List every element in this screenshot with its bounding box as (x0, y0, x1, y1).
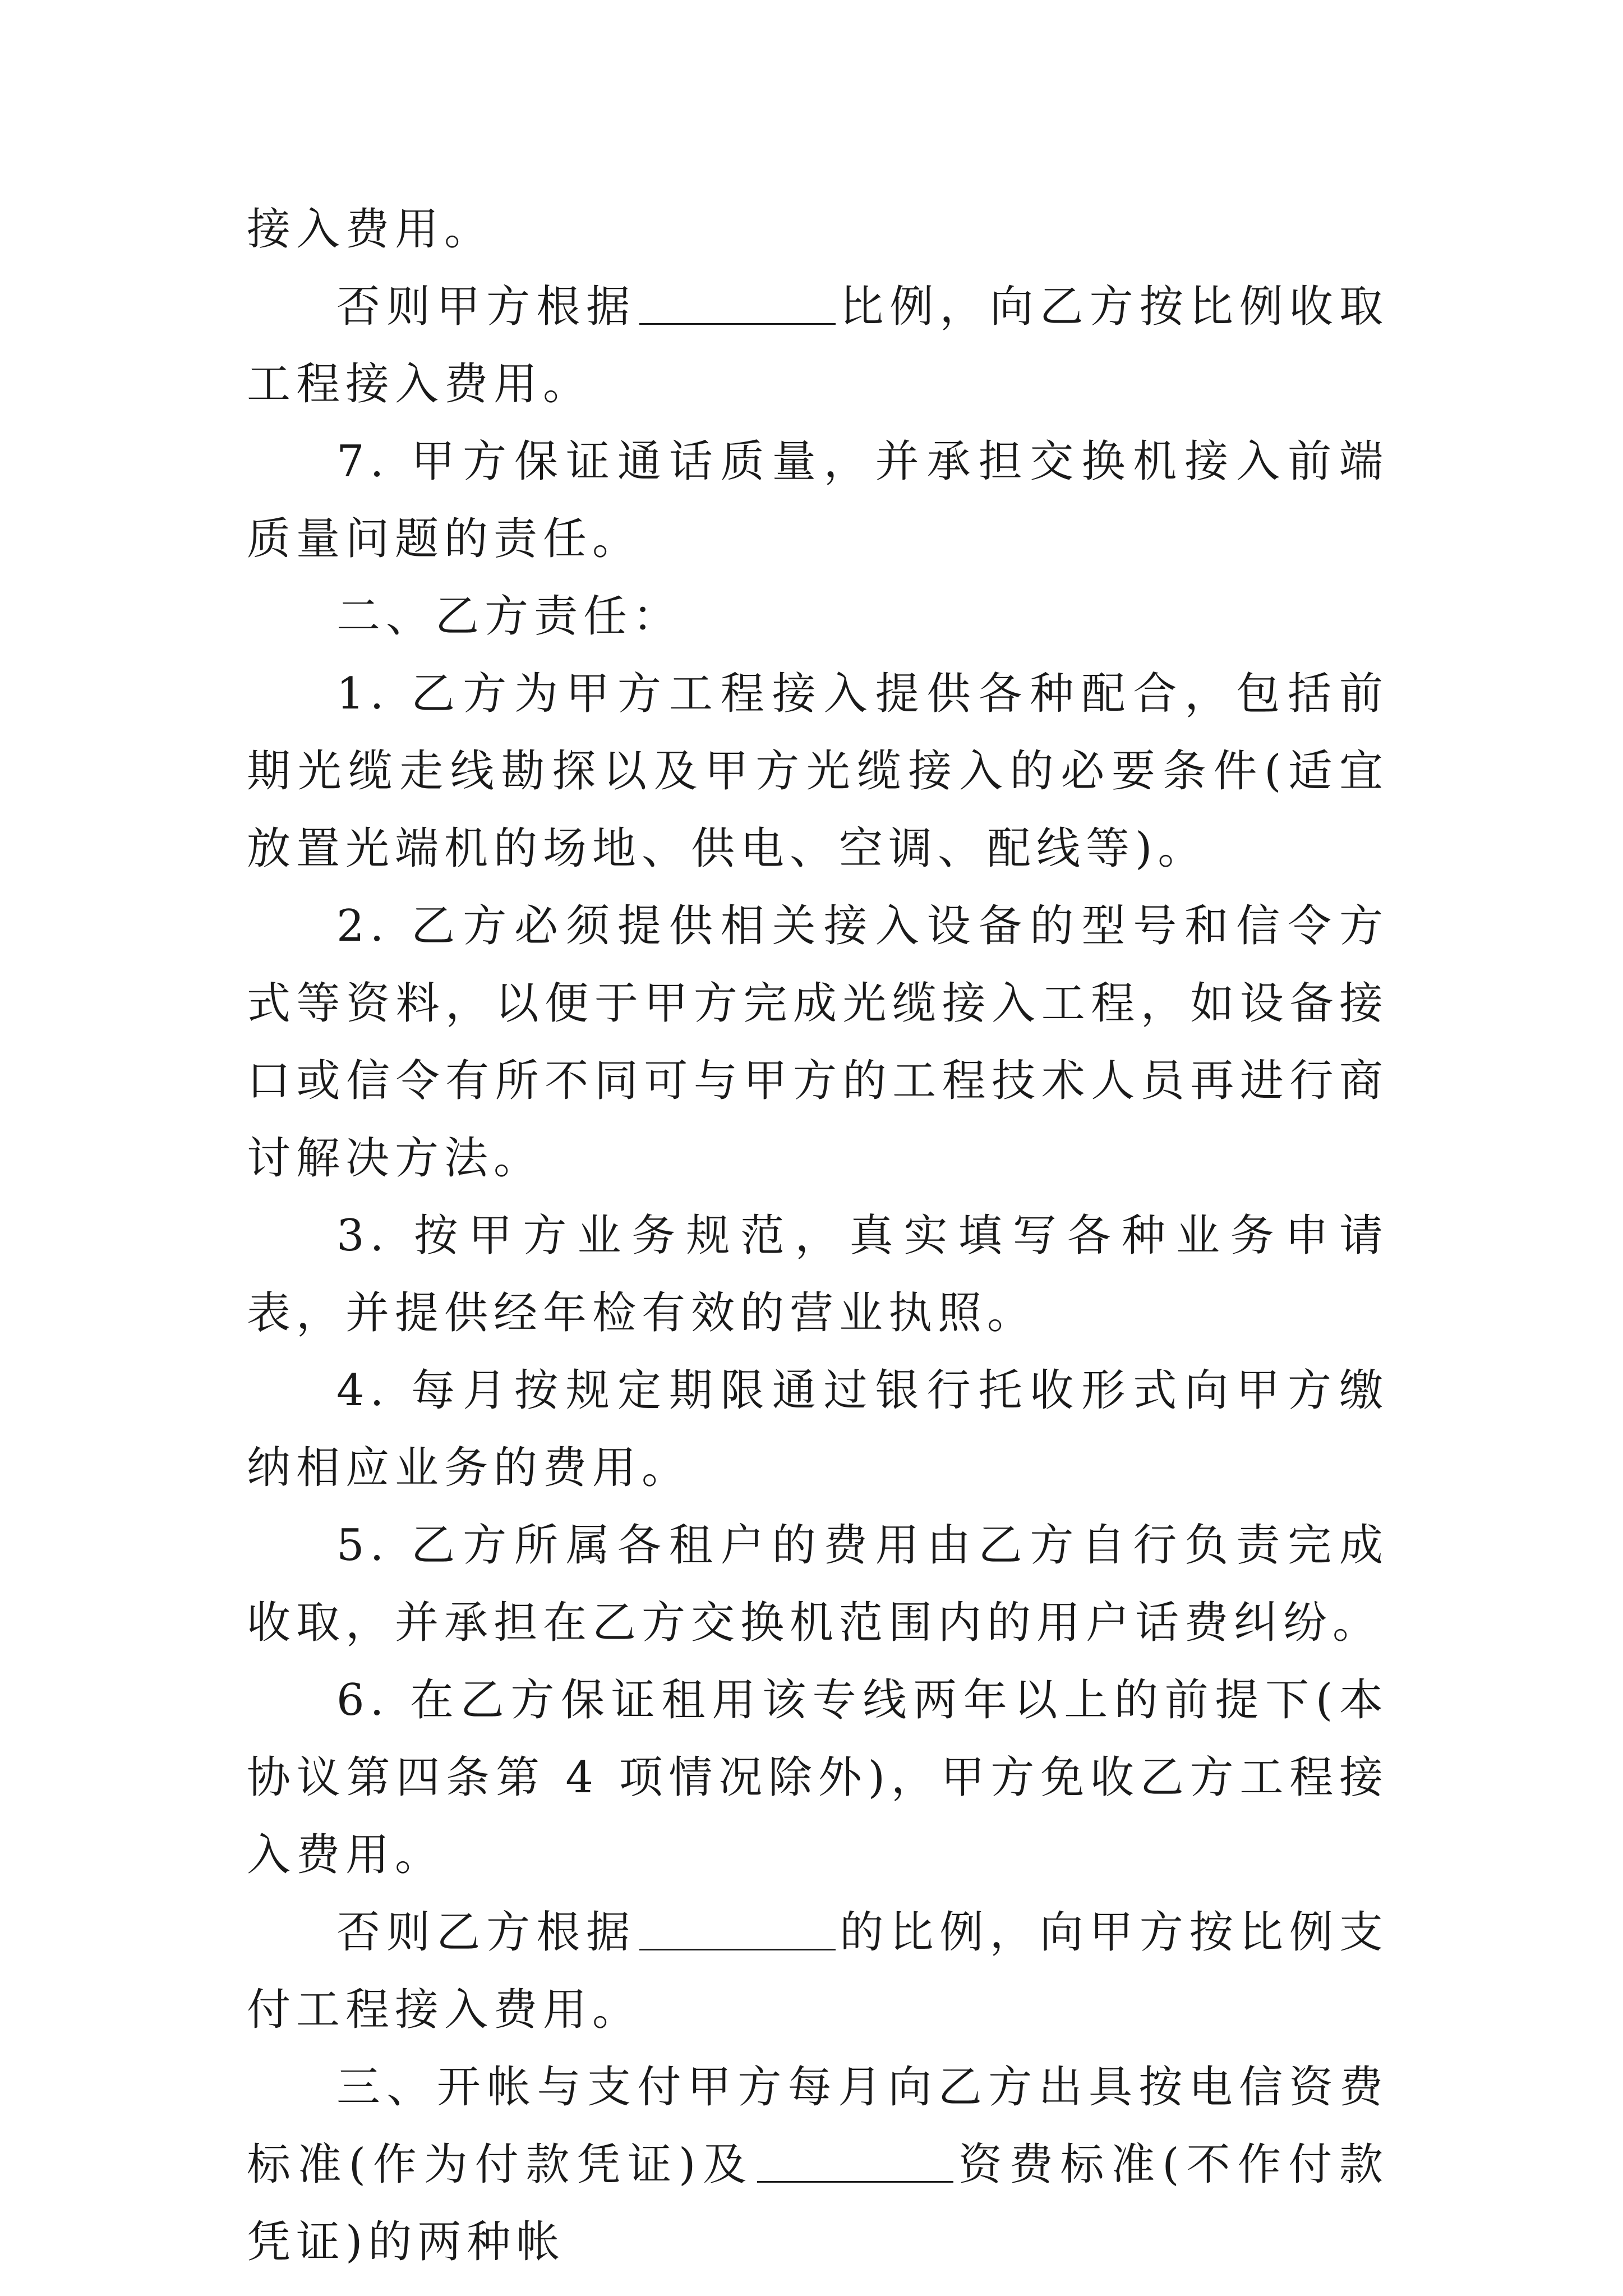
paragraph-b-item-6 (247, 1662, 1389, 1894)
fill-in-blank (639, 279, 836, 325)
paragraph-text: 的比例，向甲方按比例支付工程接入费用。 (247, 1907, 1389, 2035)
paragraph-text: 5. 乙方所属各租户的费用由乙方自行负责完成收取，并承担在乙方交换机范围内的用户话费纠纷。 (247, 1520, 1389, 1648)
heading-text: 二、乙方责任： (336, 591, 683, 642)
document-body (247, 191, 1389, 2281)
paragraph-b-item-5 (247, 1507, 1389, 1662)
paragraph-b-item-2 (247, 887, 1389, 1197)
paragraph-text: 6. 在乙方保证租用该专线两年以上的前提下(本协议第四条第 4 项情况除外)，甲方免收乙方工程接入费用。 (247, 1675, 1389, 1880)
paragraph-text: 4. 每月按规定期限通过银行托收形式向甲方缴纳相应业务的费用。 (247, 1365, 1389, 1493)
paragraph-text: 三、开帐与支付甲方每月向乙方出具按电信资费标准(作为付款凭证)及 (247, 2062, 1389, 2190)
paragraph-b-item-3 (247, 1197, 1389, 1352)
paragraph-text: 资费标准(不作付款凭证)的两种帐 (247, 2139, 1389, 2267)
paragraph-text: 比例，向乙方按比例收取工程接入费用。 (247, 282, 1389, 409)
paragraph-party-b-payment (247, 1894, 1389, 2049)
paragraph-b-item-1 (247, 655, 1389, 887)
paragraph-item-7 (247, 423, 1389, 578)
paragraph-text: 接入费用。 (247, 204, 494, 255)
fill-in-blank (757, 2137, 953, 2183)
section-heading-party-b (247, 578, 1389, 655)
paragraph-continuation (247, 191, 1389, 268)
paragraph-text: 3. 按甲方业务规范，真实填写各种业务申请表，并提供经年检有效的营业执照。 (247, 1211, 1389, 1338)
paragraph-text: 1. 乙方为甲方工程接入提供各种配合，包括前期光缆走线勘探以及甲方光缆接入的必要条件(适宜放置光端机的场地、供电、空调、配线等)。 (247, 669, 1389, 874)
paragraph-text: 否则乙方根据 (336, 1907, 637, 1958)
paragraph-text: 7. 甲方保证通话质量，并承担交换机接入前端质量问题的责任。 (247, 436, 1389, 564)
section-heading-billing (247, 2049, 1389, 2281)
paragraph-b-item-4 (247, 1352, 1389, 1507)
paragraph-text: 否则甲方根据 (336, 282, 637, 332)
fill-in-blank (639, 1905, 836, 1950)
paragraph-party-a-refund (247, 268, 1389, 423)
paragraph-text: 2. 乙方必须提供相关接入设备的型号和信令方式等资料，以便于甲方完成光缆接入工程，如设备接口或信令有所不同可与甲方的工程技术人员再进行商讨解决方法。 (247, 901, 1389, 1184)
